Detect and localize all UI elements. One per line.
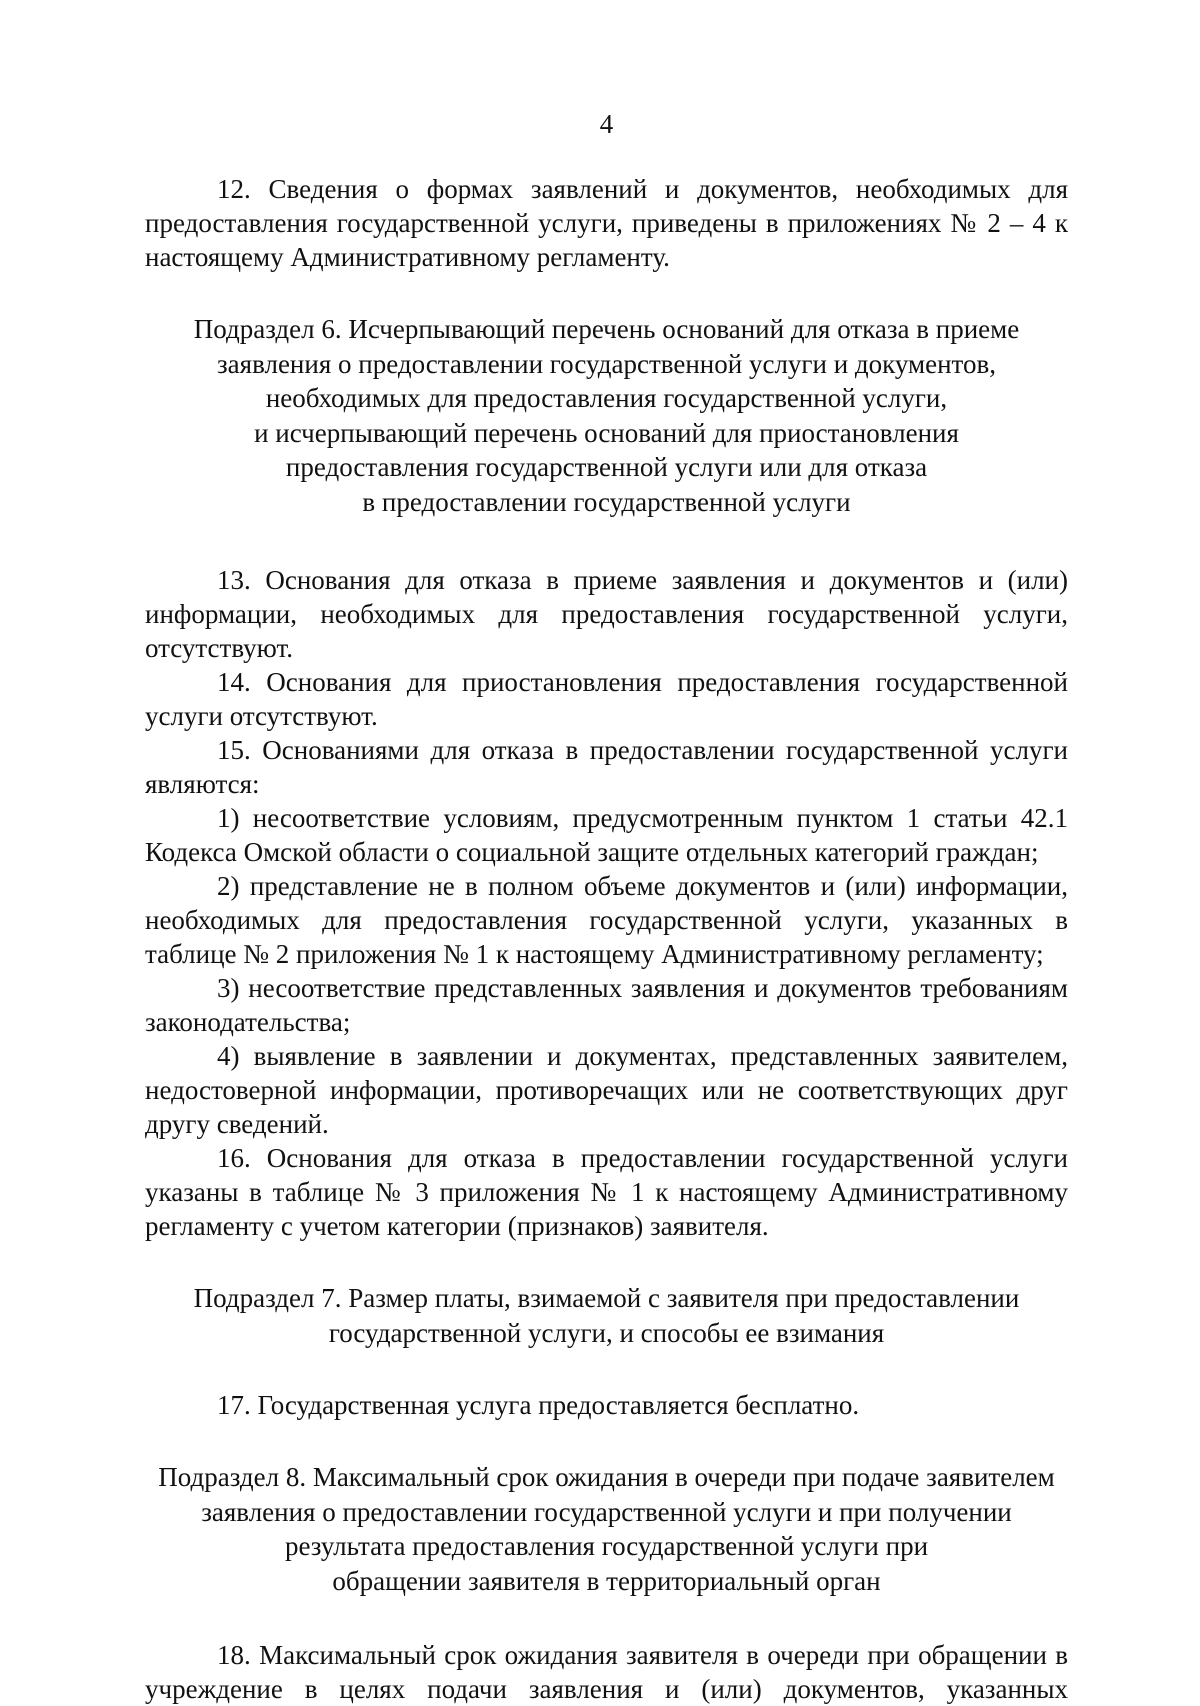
subsection-7-heading [145,1281,1068,1350]
paragraph-13: 13. Основания для отказа в приеме заявления и документов и (или) информации, необходимых для предоставления государственной услуги, отсутствуют. [145,565,1068,663]
heading-line: Подраздел 7. Размер платы, взимаемой с заявителя при предоставлении [193,1283,1020,1313]
subsection-6-heading [145,312,1068,519]
heading-line: обращении заявителя в территориальный орган [332,1565,881,1596]
heading-line: необходимых для предоставления государственной услуги, [265,383,948,413]
paragraph-15: 15. Основаниями для отказа в предоставлении государственной услуги являются: [145,735,1068,799]
heading-line: и исчерпывающий перечень оснований для приостановления [254,417,959,448]
heading-line: Подраздел 6. Исчерпывающий перечень оснований для отказа в приеме [193,314,1020,344]
paragraph-15-item-4: 4) выявление в заявлении и документах, представленных заявителем, недостоверной информации, противоречащих или не соответствующих друг другу сведений. [145,1041,1068,1139]
heading-line: предоставления государственной услуги или для отказа [285,452,928,482]
paragraph-16: 16. Основания для отказа в предоставлении государственной услуги указаны в таблице № 3 приложения № 1 к настоящему Административному регламенту с учетом категории (признаков) заявителя. [145,1143,1068,1241]
heading-line: заявления о предоставлении государственной услуги и документов, [217,348,996,379]
paragraph-15-item-1: 1) несоответствие условиям, предусмотренным пунктом 1 статьи 42.1 Кодекса Омской области о социальной защите отдельных категорий граждан; [145,803,1068,867]
paragraph-15-item-3: 3) несоответствие представленных заявления и документов требованиям законодательства; [145,973,1068,1037]
paragraph-17: 17. Государственная услуга предоставляется бесплатно. [217,1390,860,1420]
heading-line: государственной услуги, и способы ее взимания [328,1317,885,1348]
page-number: 4 [599,109,614,139]
heading-line: в предоставлении государственной услуги [362,486,851,517]
paragraph-14: 14. Основания для приостановления предоставления государственной услуги отсутствуют. [145,667,1068,731]
heading-line: Подраздел 8. Максимальный срок ожидания в очереди при подаче заявителем [158,1462,1055,1492]
paragraph-12: 12. Сведения о формах заявлений и документов, необходимых для предоставления государственной услуги, приведены в приложениях № 2 – 4 к настоящему Административному регламенту. [145,174,1068,272]
subsection-8-heading [145,1460,1068,1598]
heading-line: заявления о предоставлении государственной услуги и при получении [201,1496,1012,1527]
paragraph-18: 18. Максимальный срок ожидания заявителя в очереди при обращении в учреждение в целях подачи заявления и (или) документов, указанных [145,1640,1068,1704]
paragraph-15-item-2: 2) представление не в полном объеме документов и (или) информации, необходимых для предоставления государственной услуги, указанных в таблице № 2 приложения № 1 к настоящему Административному регламенту; [145,871,1068,969]
heading-line: результата предоставления государственной услуги при [284,1531,929,1561]
